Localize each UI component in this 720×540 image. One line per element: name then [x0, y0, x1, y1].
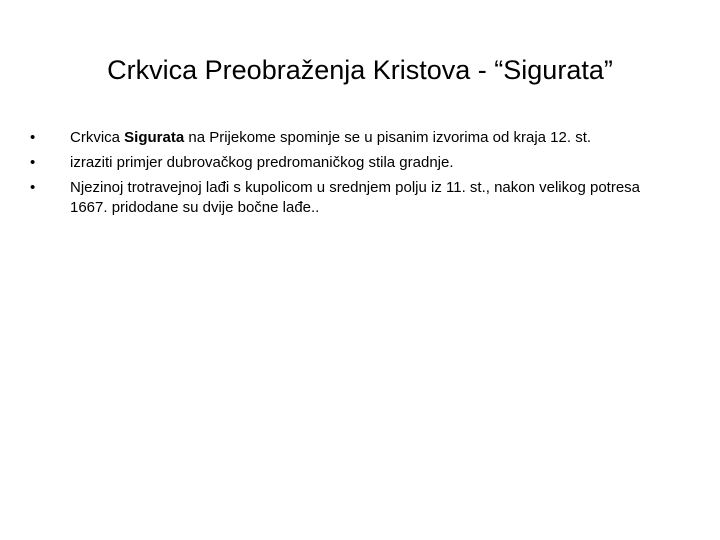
bullet-text-bold: Sigurata	[124, 129, 185, 146]
slide-title: Crkvica Preobraženja Kristova - “Sigurata”	[107, 55, 613, 85]
bullet-text-before: Crkvica	[70, 129, 125, 146]
bullet-item-2	[30, 153, 670, 173]
bullet-item-3	[30, 178, 670, 218]
bullet-text: Njezinoj trotravejnoj lađi s kupolicom u srednjem polju iz 11. st., nakon velikog potresa 1667. pridodane su dvije bočne lađe..	[70, 179, 641, 216]
bullet-list	[30, 128, 670, 223]
bullet-icon: •	[30, 129, 36, 146]
bullet-icon: •	[30, 179, 36, 196]
bullet-text-after: na Prijekome spominje se u pisanim izvorima od kraja 12. st.	[184, 129, 592, 146]
bullet-item-1	[30, 128, 670, 148]
bullet-text: izraziti primjer dubrovačkog predromaničkog stila gradnje.	[70, 154, 454, 171]
bullet-icon: •	[30, 154, 36, 171]
